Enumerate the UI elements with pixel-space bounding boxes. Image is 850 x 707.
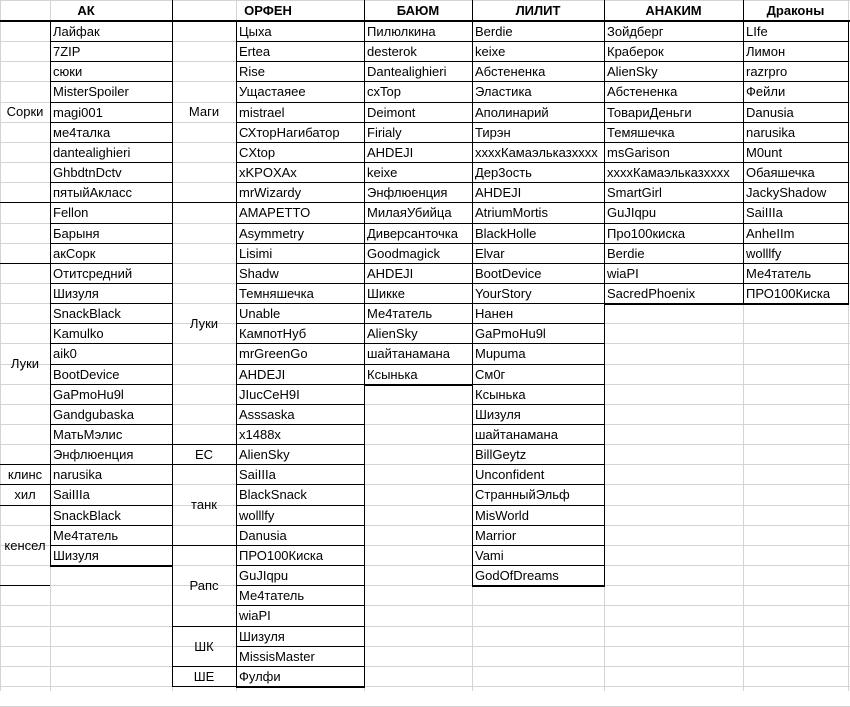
gridline: [0, 666, 850, 667]
name-cell[interactable]: Эластика: [475, 84, 532, 99]
name-cell[interactable]: AlienSky: [239, 447, 290, 462]
cell-border: [172, 686, 236, 687]
name-cell[interactable]: AlienSky: [367, 326, 418, 341]
name-cell[interactable]: x1488x: [239, 427, 281, 442]
name-cell[interactable]: сюки: [53, 64, 83, 79]
cell-border: [0, 202, 50, 203]
name-cell[interactable]: Фулфи: [239, 669, 281, 684]
name-cell[interactable]: Ме4татель: [746, 266, 812, 281]
name-cell[interactable]: MisterSpoiler: [53, 84, 129, 99]
name-cell[interactable]: AHDEJI: [239, 367, 286, 382]
cell-border: [172, 202, 236, 203]
column-header[interactable]: ОРФЕН: [244, 3, 292, 18]
name-cell[interactable]: шайтанамана: [475, 427, 558, 442]
name-cell[interactable]: Диверсанточка: [367, 226, 458, 241]
name-cell[interactable]: cxTop: [367, 84, 401, 99]
cell-border: [0, 585, 50, 586]
name-cell[interactable]: акСорк: [53, 246, 96, 261]
column-header[interactable]: ЛИЛИТ: [515, 3, 561, 18]
name-cell[interactable]: Отитсредний: [53, 266, 133, 281]
name-cell[interactable]: Обаяшечка: [746, 165, 815, 180]
name-cell[interactable]: GuJIqpu: [239, 568, 289, 583]
name-cell[interactable]: Ксынька: [367, 367, 418, 382]
group-label: хил: [14, 487, 36, 502]
group-label: Луки: [189, 315, 219, 331]
name-cell[interactable]: Шизуля: [475, 407, 521, 422]
name-cell[interactable]: ТовариДеньги: [607, 105, 692, 120]
name-cell[interactable]: пятыйАкласс: [53, 185, 132, 200]
group-label: ЕС: [194, 446, 214, 462]
name-cell[interactable]: xxxxКамаэльказхххх: [607, 165, 730, 180]
name-cell[interactable]: Энфлюенция: [53, 447, 134, 462]
cell-border: [172, 21, 173, 687]
group-label: Рапс: [189, 578, 219, 593]
cell-border: [236, 21, 237, 687]
name-cell[interactable]: Lisimi: [239, 246, 273, 261]
name-cell[interactable]: Ущастаяее: [239, 84, 306, 99]
name-cell[interactable]: ме4талка: [53, 125, 111, 140]
name-cell[interactable]: Шизуля: [239, 629, 285, 644]
name-cell[interactable]: YourStory: [475, 286, 532, 301]
name-cell[interactable]: mistrael: [239, 105, 285, 120]
name-cell[interactable]: СХторНагибатор: [239, 125, 340, 140]
name-cell[interactable]: Berdie: [475, 24, 513, 39]
name-cell[interactable]: Deimont: [367, 105, 416, 120]
name-cell[interactable]: narusika: [746, 125, 796, 140]
name-cell[interactable]: GodOfDreams: [475, 568, 559, 583]
name-cell[interactable]: КампотНуб: [239, 326, 307, 341]
name-cell[interactable]: Ме4татель: [239, 588, 305, 603]
name-cell[interactable]: SaiIIIa: [239, 467, 276, 482]
group-label: Луки: [10, 356, 40, 371]
gridline: [0, 605, 850, 606]
cell-border: [472, 0, 473, 21]
cell-border: [364, 0, 365, 21]
name-cell[interactable]: Темяшечка: [607, 125, 675, 140]
name-cell[interactable]: СтранныйЭльф: [475, 487, 570, 502]
name-cell[interactable]: SnackBlack: [53, 306, 121, 321]
cell-border: [364, 21, 365, 385]
name-cell[interactable]: AHDEJI: [367, 266, 414, 281]
name-cell[interactable]: Rise: [239, 64, 266, 79]
name-cell[interactable]: Mupuma: [475, 346, 526, 361]
name-cell[interactable]: Ксынька: [475, 387, 526, 402]
name-cell[interactable]: M0unt: [746, 145, 783, 160]
group-label: кенсел: [4, 537, 46, 553]
group-label: Сорки: [6, 104, 44, 119]
group-label: клинс: [7, 466, 43, 482]
name-cell[interactable]: mrWizardy: [239, 185, 302, 200]
name-cell[interactable]: Тирэн: [475, 125, 511, 140]
cell-border: [604, 21, 605, 304]
name-cell[interactable]: Пилюлкина: [367, 24, 436, 39]
name-cell[interactable]: Berdie: [607, 246, 645, 261]
name-cell[interactable]: BlackSnack: [239, 487, 307, 502]
name-cell[interactable]: MisWorld: [475, 508, 529, 523]
cell-border: [848, 21, 849, 304]
name-cell[interactable]: Абстененка: [475, 64, 546, 79]
cell-border: [604, 303, 744, 305]
name-cell[interactable]: AHDEJI: [367, 145, 414, 160]
cell-border: [743, 0, 744, 21]
cell-border: [50, 565, 173, 567]
column-header[interactable]: АК: [77, 3, 95, 18]
name-cell[interactable]: Лайфак: [53, 24, 100, 39]
name-cell[interactable]: Unconfident: [475, 467, 545, 482]
name-cell[interactable]: GaPmoHu9l: [53, 387, 124, 402]
name-cell[interactable]: Барыня: [53, 226, 100, 241]
name-cell[interactable]: AMAPETTO: [239, 205, 311, 220]
name-cell[interactable]: Asymmetry: [239, 226, 304, 241]
name-cell[interactable]: MissisMaster: [239, 649, 315, 664]
cell-border: [0, 20, 850, 22]
name-cell[interactable]: GuJIqpu: [607, 205, 657, 220]
name-cell[interactable]: Цыха: [239, 24, 272, 39]
cell-border: [0, 464, 50, 465]
group-label: танк: [191, 497, 217, 512]
name-cell[interactable]: dantealighieri: [53, 145, 131, 160]
gridline: [0, 626, 850, 627]
cell-border: [172, 0, 173, 21]
name-cell[interactable]: LIfe: [746, 24, 768, 39]
name-cell[interactable]: desterok: [367, 44, 417, 59]
name-cell[interactable]: BillGeytz: [475, 447, 527, 462]
name-cell[interactable]: narusika: [53, 467, 103, 482]
name-cell[interactable]: JIucCeH9I: [239, 387, 300, 402]
name-cell[interactable]: keixe: [367, 165, 398, 180]
name-cell[interactable]: ПРО100Киска: [239, 548, 324, 563]
name-cell[interactable]: Фейли: [746, 84, 786, 99]
gridline: [0, 686, 850, 687]
name-cell[interactable]: Ме4татель: [53, 528, 119, 543]
name-cell[interactable]: Asssaska: [239, 407, 295, 422]
name-cell[interactable]: Ме4татель: [367, 306, 433, 321]
name-cell[interactable]: xKPOXAx: [239, 165, 297, 180]
cell-border: [364, 384, 473, 386]
cell-border: [604, 0, 605, 21]
cell-border: [472, 585, 605, 587]
name-cell[interactable]: 7ZIP: [53, 44, 81, 59]
name-cell[interactable]: Краберок: [607, 44, 664, 59]
name-cell[interactable]: Нанен: [475, 306, 514, 321]
name-cell[interactable]: BootDevice: [475, 266, 542, 281]
name-cell[interactable]: AnheIIm: [746, 226, 795, 241]
name-cell[interactable]: AHDEJI: [475, 185, 522, 200]
name-cell[interactable]: Kamulko: [53, 326, 104, 341]
name-cell[interactable]: SnackBlack: [53, 508, 121, 523]
cell-border: [172, 666, 236, 667]
name-cell[interactable]: Темняшечка: [239, 286, 314, 301]
name-cell[interactable]: GaPmoHu9l: [475, 326, 546, 341]
name-cell[interactable]: BlackHolle: [475, 226, 537, 241]
name-cell[interactable]: Cм0г: [475, 367, 506, 382]
name-cell[interactable]: Ertea: [239, 44, 271, 59]
name-cell[interactable]: Шизуля: [53, 548, 99, 563]
name-cell[interactable]: Danusia: [746, 105, 794, 120]
name-cell[interactable]: JackyShadow: [746, 185, 827, 200]
name-cell[interactable]: Goodmagick: [367, 246, 440, 261]
name-cell[interactable]: GhbdtnDctv: [53, 165, 122, 180]
column-header[interactable]: АНАКИМ: [645, 3, 702, 18]
name-cell[interactable]: Лимон: [746, 44, 786, 59]
name-cell[interactable]: SaiIIIa: [746, 205, 783, 220]
name-cell[interactable]: Абстененка: [607, 84, 678, 99]
cell-border: [50, 21, 51, 566]
name-cell[interactable]: SmartGirl: [607, 185, 662, 200]
name-cell[interactable]: razrpro: [746, 64, 788, 79]
name-cell[interactable]: Шикке: [367, 286, 405, 301]
name-cell[interactable]: Энфлюенция: [367, 185, 448, 200]
name-cell[interactable]: aik0: [53, 346, 77, 361]
name-cell[interactable]: magi001: [53, 105, 103, 120]
name-cell[interactable]: Shadw: [239, 266, 279, 281]
cell-border: [236, 686, 365, 688]
cell-border: [172, 464, 236, 465]
gridline: [0, 646, 850, 647]
name-cell[interactable]: msGarison: [607, 145, 670, 160]
name-cell[interactable]: Dantealighieri: [367, 64, 447, 79]
name-cell[interactable]: МатьМэлис: [53, 427, 123, 442]
cell-border: [743, 21, 744, 304]
name-cell[interactable]: Gandgubaska: [53, 407, 134, 422]
name-cell[interactable]: Аполинарий: [475, 105, 549, 120]
name-cell[interactable]: Elvar: [475, 246, 505, 261]
name-cell[interactable]: МилаяУбийца: [367, 205, 452, 220]
group-label: ШЕ: [193, 668, 215, 684]
name-cell[interactable]: Дер3ость: [475, 165, 532, 180]
cell-border: [172, 545, 236, 546]
cell-border: [743, 303, 849, 305]
cell-border: [172, 444, 236, 445]
cell-border: [0, 263, 50, 264]
column-header[interactable]: Драконы: [766, 3, 825, 18]
name-cell[interactable]: AtriumMortis: [475, 205, 548, 220]
name-cell[interactable]: SaiIIIa: [53, 487, 90, 502]
name-cell[interactable]: ПРО100Киска: [746, 286, 831, 301]
group-label: Маги: [188, 104, 220, 119]
group-label: ШК: [194, 638, 214, 654]
name-cell[interactable]: mrGreenGo: [239, 346, 308, 361]
name-cell[interactable]: шайтанамана: [367, 346, 450, 361]
name-cell[interactable]: CXtop: [239, 145, 276, 160]
name-cell[interactable]: Unable: [239, 306, 281, 321]
gridline: [0, 585, 850, 586]
cell-border: [472, 21, 473, 586]
name-cell[interactable]: wiaPI: [607, 266, 639, 281]
cell-border: [0, 484, 50, 485]
name-cell[interactable]: BootDevice: [53, 367, 120, 382]
name-cell[interactable]: wolllfy: [239, 508, 275, 523]
name-cell[interactable]: Fellon: [53, 205, 89, 220]
name-cell[interactable]: keixe: [475, 44, 506, 59]
name-cell[interactable]: Vami: [475, 548, 504, 563]
name-cell[interactable]: wiaPI: [239, 608, 271, 623]
name-cell[interactable]: Danusia: [239, 528, 287, 543]
name-cell[interactable]: AlienSky: [607, 64, 658, 79]
name-cell[interactable]: Шизуля: [53, 286, 99, 301]
cell-border: [172, 626, 236, 627]
name-cell[interactable]: Зойдберг: [607, 24, 664, 39]
cell-border: [0, 505, 50, 506]
name-cell[interactable]: Firialy: [367, 125, 402, 140]
name-cell[interactable]: wolllfy: [746, 246, 782, 261]
name-cell[interactable]: SacredPhoenix: [607, 286, 696, 301]
name-cell[interactable]: xxxxКамаэльказхххх: [475, 145, 598, 160]
name-cell[interactable]: Marrior: [475, 528, 517, 543]
name-cell[interactable]: Про100киска: [607, 226, 686, 241]
column-header[interactable]: БАЮМ: [396, 3, 440, 18]
